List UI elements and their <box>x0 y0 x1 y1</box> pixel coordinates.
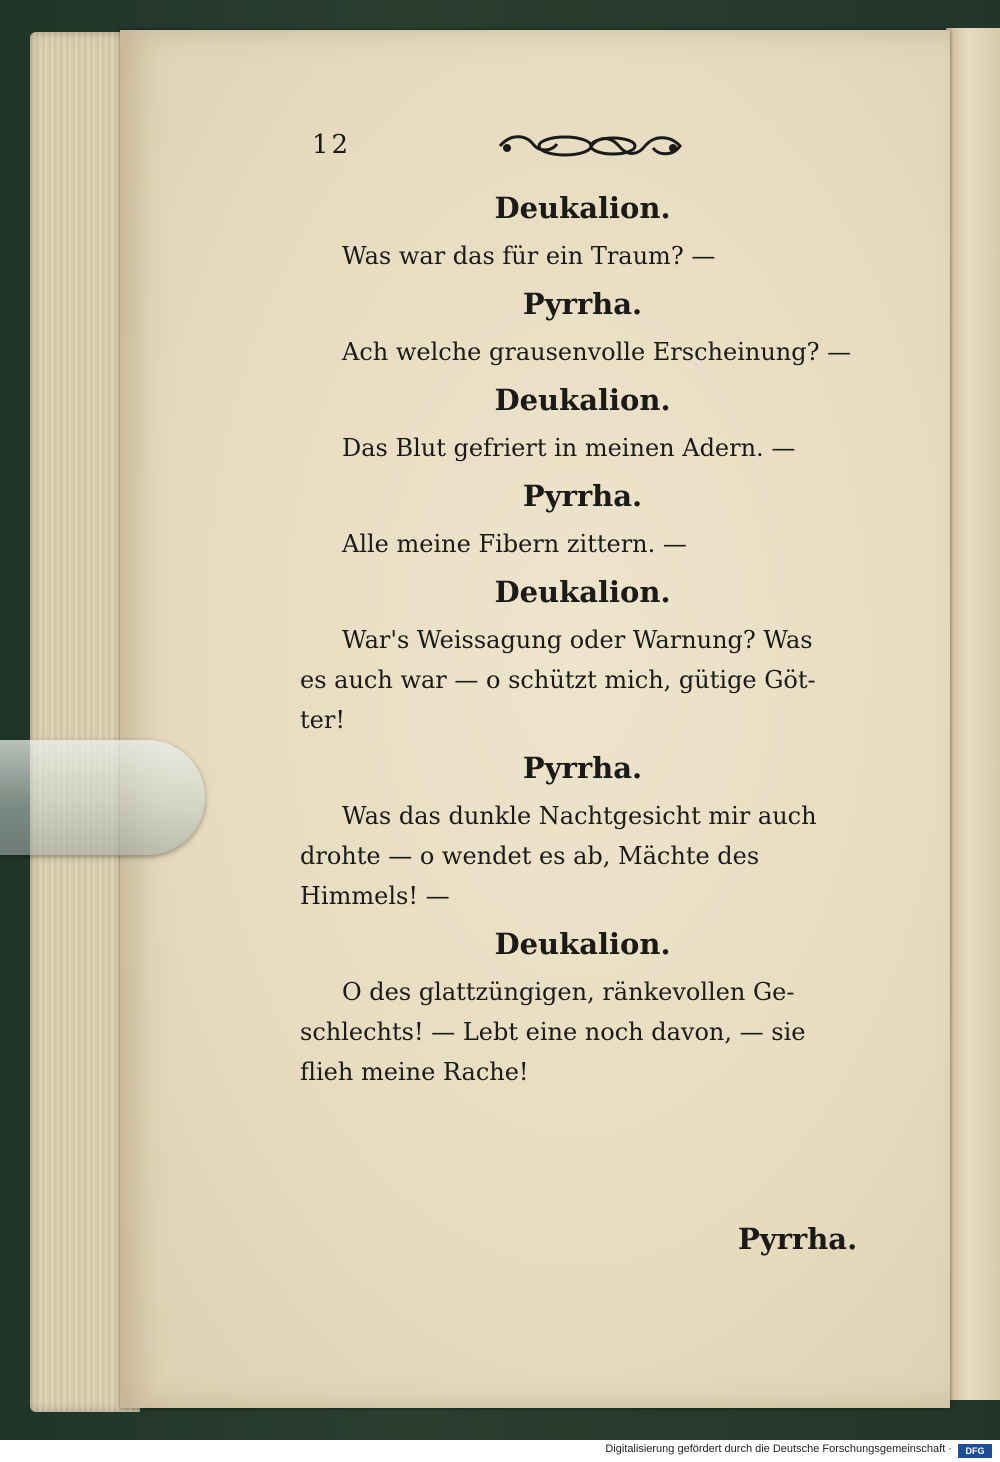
digitization-credit: Digitalisierung gefördert durch die Deutsche Forschungsgemeinschaft · <box>605 1443 952 1455</box>
dialogue-line: Alle meine Fibern zittern. — <box>342 530 687 558</box>
dialogue-line: flieh meine Rache! <box>300 1058 529 1086</box>
speaker-heading: Pyrrha. <box>522 751 643 785</box>
dialogue-line: ter! <box>300 706 345 734</box>
speaker-heading: Deukalion. <box>494 383 671 417</box>
dialogue-line: drohte — o wendet es ab, Mächte des <box>300 842 760 870</box>
dialogue-line: War's Weissagung oder Warnung? Was <box>342 626 813 654</box>
dialogue-line: schlechts! — Lebt eine noch davon, — sie <box>300 1018 806 1046</box>
dialogue-text <box>300 180 865 1092</box>
dialogue-line: Was war das für ein Traum? — <box>342 242 716 270</box>
ornament-icon <box>495 130 685 162</box>
speaker-heading: Pyrrha. <box>522 287 643 321</box>
facing-page-edge <box>946 28 1000 1400</box>
dfg-logo: DFG <box>958 1444 992 1458</box>
dialogue-line: Was das dunkle Nachtgesicht mir auch <box>342 802 817 830</box>
speaker-heading: Deukalion. <box>494 575 671 609</box>
glass-clip <box>0 740 205 855</box>
dialogue-line: Das Blut gefriert in meinen Adern. — <box>342 434 796 462</box>
dialogue-line: Ach welche grausenvolle Erscheinung? — <box>342 338 852 366</box>
catchword: Pyrrha. <box>738 1222 858 1256</box>
speaker-heading: Pyrrha. <box>522 479 643 513</box>
dialogue-line: O des glattzüngigen, ränkevollen Ge- <box>342 978 795 1006</box>
speaker-heading: Deukalion. <box>494 927 671 961</box>
speaker-heading: Deukalion. <box>494 191 671 225</box>
page-number: 12 <box>312 130 352 160</box>
dialogue-line: es auch war — o schützt mich, gütige Göt- <box>300 666 816 694</box>
dialogue-line: Himmels! — <box>300 882 450 910</box>
